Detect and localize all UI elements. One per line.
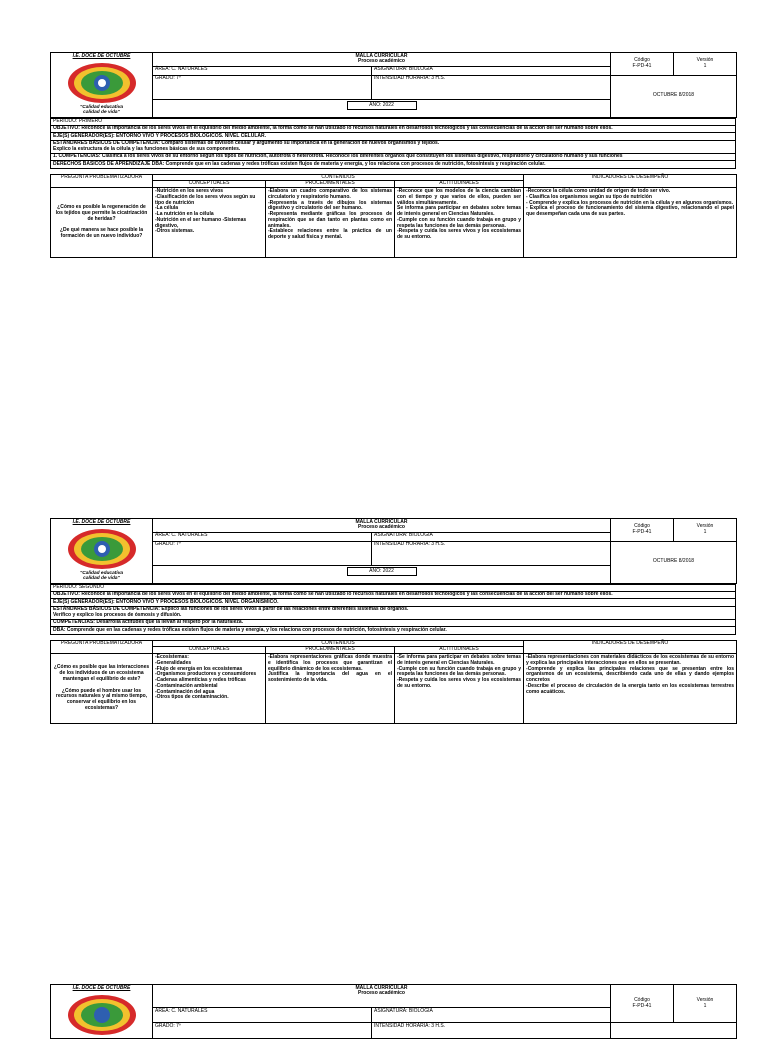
question-1: ¿Cómo es posible la regeneración de los tejidos que permite la cicatrización de heridas? <box>55 204 148 222</box>
list-item: -Respeta y cuida los seres vivos y los ecosistemas de su entorno. <box>397 228 522 241</box>
list-item: -Contaminación del agua <box>155 688 215 695</box>
hours-label: INTENSIDAD HORARIA: 3 H.S. <box>372 1023 611 1038</box>
date-label: OCTUBRE 8/2018 <box>611 541 737 583</box>
list-item: -La nutrición en la célula <box>155 211 214 218</box>
doc-subtitle: Proceso académico <box>358 990 405 997</box>
list-item: -Representa mediante gráficas los procesos de respiración que se dan tanto en plantas como en animales. <box>268 211 392 229</box>
year-cell <box>153 565 611 583</box>
doc-title-cell <box>153 53 611 67</box>
area-label: ÁREA: C. NATURALES <box>153 1008 372 1023</box>
axis-text: EJE(S) GENERADOR(ES): ENTORNO VIVO Y PROCESOS BIOLÓGICOS. NIVEL ORGANISMICO. <box>51 599 736 606</box>
standards-cell <box>51 140 736 153</box>
question-2: ¿Cómo puede el hombre usar los recursos naturales y al mismo tiempo, conservar el equilibrio en los ecosistemas? <box>55 687 148 711</box>
list-item: -Otros sistemas. <box>155 228 195 235</box>
code-label: Código <box>634 996 650 1003</box>
version-label: Versión <box>696 996 714 1003</box>
list-item: -Flujo de energía en los ecosistemas <box>155 665 243 672</box>
question-1: ¿Cómo es posible que las interacciones de los individuos de un ecosistema mantengan el equilibrio de este? <box>53 664 150 682</box>
standards-line-1: ESTÁNDARES BÁSICOS DE COMPETENCIA: Explicó las funciones de los seres vivos a partir de las relaciones entre diferentes sistemas de órganos. <box>53 606 409 613</box>
doc-title: MALLA CURRICULAR <box>355 52 408 59</box>
competencies-text: COMPETENCIAS: Desarrolla actitudes que la llevan al respeto por la naturaleza. <box>51 619 736 626</box>
year-cell <box>153 99 611 117</box>
standards-line-2: Verifico y explico los procesos de ósmosis y difusión. <box>53 611 182 618</box>
list-item: -Elabora representaciones con materiales didácticos de los ecosistemas de su entorno y explica las principales interacciones que en ellos se presentan. <box>526 654 735 666</box>
list-item: Se informa para participar en debates sobre temas de interés general en Ciencias Naturales. <box>397 205 522 218</box>
conceptual-list <box>153 654 266 724</box>
list-item: -Describe el proceso de circulación de la energía tanto en los ecosistemas terrestres como acuáticos. <box>526 682 735 695</box>
list-item: -Se informa para participar en debates sobre temas de interés general en Ciencias Naturales. <box>397 654 522 666</box>
question-cell <box>51 654 153 724</box>
grade-label: GRADO: 7º <box>153 1023 372 1038</box>
dba-text: DERECHOS BÁSICOS DE APRENDIZAJE DBA: Comprende que en las cadenas y redes tróficas existen flujos de materia y energía, y los relaciona con procesos de nutrición, fotosíntesis y respiración celular. <box>51 161 736 168</box>
objective-text: OBJETIVO: Reconoce la importancia de los seres vivos en el equilibrio del medio ambiente, la forma como se han utilizado lo recursos naturales en desarrollos tecnológicos y las consecuencias de la acción del ser humano sobre ellos. <box>51 592 736 599</box>
list-item: -Establece relaciones entre la práctica de un deporte y salud física y mental. <box>268 228 392 241</box>
version-label: Versión <box>696 57 714 63</box>
list-item: - Explica el proceso de funcionamiento del sistema digestivo, relacionando el papel que desempeñan cada una de sus partes. <box>526 205 735 218</box>
indicators-header: INDICADORES DE DESEMPEÑO <box>524 174 737 188</box>
standards-line-1: ESTÁNDARES BÁSICOS DE COMPETENCIA: Comparó sistemas de división celular y argumentó su importancia en la generación de nuevos organismos y tejidos. <box>53 140 440 147</box>
content-table <box>50 640 737 725</box>
subject-label: ASIGNATURA: BIOLOGIA <box>372 66 611 75</box>
dba-text: DBA: Comprende que en las cadenas y redes tróficas existen flujos de materia y energía, y los relaciona con procesos de nutrición, fotosíntesis y respiración celular. <box>51 627 736 634</box>
standards-cell <box>51 606 736 619</box>
version-value: 1 <box>703 62 707 69</box>
conceptual-header: CONCEPTUALES <box>153 181 266 188</box>
list-item: -Organismos productores y consumidores <box>155 671 257 678</box>
school-name: I.E. DOCE DE OCTUBRE <box>72 53 131 59</box>
question-cell <box>51 188 153 258</box>
area-label: ÁREA: C. NATURALES <box>153 66 372 75</box>
list-item: -Generalidades <box>155 659 192 666</box>
list-item: -Elabora un cuadro comparativo de los sistemas circulatorio y respiratorio humano. <box>268 188 392 200</box>
curriculum-sheet-1 <box>50 52 736 258</box>
school-name: I.E. DOCE DE OCTUBRE <box>72 519 131 525</box>
school-logo <box>67 528 137 570</box>
code-value: F-PD-41 <box>632 1002 652 1009</box>
list-item: -Elabora representaciones gráficas donde muestra e identifica los procesos que garantizan el equilibrio dinámico de los ecosistemas. <box>268 654 392 672</box>
doc-title: MALLA CURRICULAR <box>355 984 408 991</box>
question-2: ¿De qué manera se hace posible la formación de un nuevo individuo? <box>59 227 144 240</box>
school-cell <box>51 53 153 118</box>
list-item: - Clasifica los organismos según su tipo de nutrición <box>526 193 652 200</box>
attitudinal-header: ACTITUDINALES <box>395 181 524 188</box>
list-item: -Ecosistemas: <box>155 654 189 661</box>
hours-label: INTENSIDAD HORARIA: 3 H.S. <box>372 75 611 99</box>
list-item: -Comprende y explica las principales relaciones que se presentan entre los organismos de un ecosistema, describiendo cada uno de ellas y dando ejemplos concretos <box>526 665 735 684</box>
procedural-header: PROCEDIMENTALES <box>266 647 395 654</box>
area-label: ÁREA: C. NATURALES <box>153 532 372 541</box>
code-cell <box>611 519 674 542</box>
code-value: F-PD-41 <box>632 528 652 535</box>
version-value: 1 <box>703 1002 707 1009</box>
subject-label: ASIGNATURA: BIOLOGIA <box>372 1008 611 1023</box>
info-table <box>50 584 736 635</box>
grade-label: GRADO: 7º <box>153 541 372 565</box>
attitudinal-header: ACTITUDINALES <box>395 647 524 654</box>
list-item: -Nutrición en el ser humano -Sistemas digestivo, <box>155 216 247 229</box>
date-cell <box>611 1023 737 1038</box>
code-value: F-PD-41 <box>632 62 652 69</box>
version-cell <box>674 985 737 1023</box>
version-value: 1 <box>703 528 707 535</box>
attitudinal-list <box>395 654 524 724</box>
question-header: PREGUNTA PROBLEMATIZADORA <box>51 640 153 654</box>
list-item: -Respeta y cuida los seres vivos y los ecosistemas de su entorno. <box>397 677 522 689</box>
motto-line-1: "Calidad educativa <box>79 570 124 576</box>
objective-text: OBJETIVO: Reconoce la importancia de los seres vivos en el equilibrio del medio ambiente, la forma como se han utilizado lo recursos naturales en desarrollos tecnológicos y las consecuencias de la acción del ser humano sobre ellos. <box>51 126 736 133</box>
code-label: Código <box>634 523 650 529</box>
motto-line-2: calidad de vida" <box>83 576 120 582</box>
list-item: -La célula <box>155 205 179 212</box>
subject-label: ASIGNATURA: BIOLOGIA <box>372 532 611 541</box>
info-table <box>50 118 736 169</box>
standards-line-2: Explico la estructura de la célula y las funciones básicas de sus componentes. <box>53 145 241 152</box>
school-cell <box>51 985 153 1039</box>
indicators-list <box>524 654 737 724</box>
procedural-list <box>266 654 395 724</box>
contents-header: CONTENIDOS <box>153 174 524 181</box>
school-name: I.E. DOCE DE OCTUBRE <box>72 985 131 991</box>
question-header: PREGUNTA PROBLEMATIZADORA <box>51 174 153 188</box>
contents-header: CONTENIDOS <box>153 640 524 647</box>
code-cell <box>611 985 674 1023</box>
attitudinal-list <box>395 188 524 258</box>
list-item: -Representa a través de dibujos los sistemas digestivo y circulatorio del ser humano. <box>268 199 392 212</box>
motto-line-2: calidad de vida" <box>83 110 120 116</box>
curriculum-sheet-3 <box>50 984 736 1039</box>
list-item: -Cumple con su función cuando trabaja en grupo y respeta las funciones de las demás personas. <box>397 216 522 229</box>
code-cell <box>611 53 674 76</box>
list-item: -Nutrición en los seres vivos <box>155 188 224 195</box>
doc-title-cell <box>153 519 611 533</box>
hours-label: INTENSIDAD HORARIA: 3 H.S. <box>372 541 611 565</box>
doc-title-cell <box>153 985 611 1008</box>
motto-line-1: "Calidad educativa <box>79 104 124 110</box>
doc-subtitle: Proceso académico <box>358 524 405 531</box>
curriculum-sheet-2 <box>50 518 736 724</box>
school-cell <box>51 519 153 584</box>
competencies-text: 1. COMPETENCIAS: Clasifica a los seres vivos de su entorno según los tipos de nutrición, autótrofa o heterótrofa. Reconoce los diferentes órganos que constituyen los sistemas digestivo, respiratorio y circulatorio humano y sus funciones <box>51 153 736 160</box>
procedural-header: PROCEDIMENTALES <box>266 181 395 188</box>
grade-label: GRADO: 7º <box>153 75 372 99</box>
list-item: -Reconoce que los modelos de la ciencia cambian con el tiempo y que varios de ellos, pueden ser válidos simultáneamente. <box>397 188 522 206</box>
list-item: -Otros tipos de contaminación. <box>155 694 229 701</box>
conceptual-list <box>153 188 266 258</box>
year-label: AÑO: 2022 <box>347 567 417 576</box>
year-label: AÑO: 2022 <box>347 101 417 110</box>
code-label: Código <box>634 57 650 63</box>
header-table <box>50 518 737 584</box>
list-item: - Comprende y explica los procesos de nutrición en la célula y en algunos organismos. <box>526 199 734 206</box>
doc-subtitle: Proceso académico <box>358 58 405 65</box>
period-label: PERIODO: PRIMERO <box>51 118 736 125</box>
date-label: OCTUBRE 8/2018 <box>611 75 737 117</box>
period-label: PERIODO: SEGUNDO <box>51 584 736 591</box>
list-item: -Cadenas alimenticias y redes tróficas <box>155 677 246 684</box>
list-item: -Clasificación de los seres vivos según su tipo de nutrición <box>155 193 256 206</box>
list-item: -Cumple con su función cuando trabaja en grupo y respeta las funciones de las demás personas. <box>397 665 522 678</box>
conceptual-header: CONCEPTUALES <box>153 647 266 654</box>
procedural-list <box>266 188 395 258</box>
list-item: Justifica la importancia del agua en el sostenimiento de la vida. <box>268 671 392 684</box>
school-logo <box>67 62 137 104</box>
school-logo <box>67 994 137 1036</box>
header-table <box>50 52 737 118</box>
indicators-list <box>524 188 737 258</box>
indicators-header: INDICADORES DE DESEMPEÑO <box>524 640 737 654</box>
doc-title: MALLA CURRICULAR <box>355 518 408 525</box>
version-label: Versión <box>696 523 714 529</box>
version-cell <box>674 53 737 76</box>
header-table <box>50 984 737 1039</box>
axis-text: EJE(S) GENERADOR(ES): ENTORNO VIVO Y PROCESOS BIOLÓGICOS. NIVEL CELULAR. <box>51 133 736 140</box>
content-table <box>50 174 737 259</box>
list-item: -Reconoce la célula como unidad de origen de todo ser vivo. <box>526 188 671 195</box>
list-item: -Contaminación ambiental <box>155 682 218 689</box>
version-cell <box>674 519 737 542</box>
